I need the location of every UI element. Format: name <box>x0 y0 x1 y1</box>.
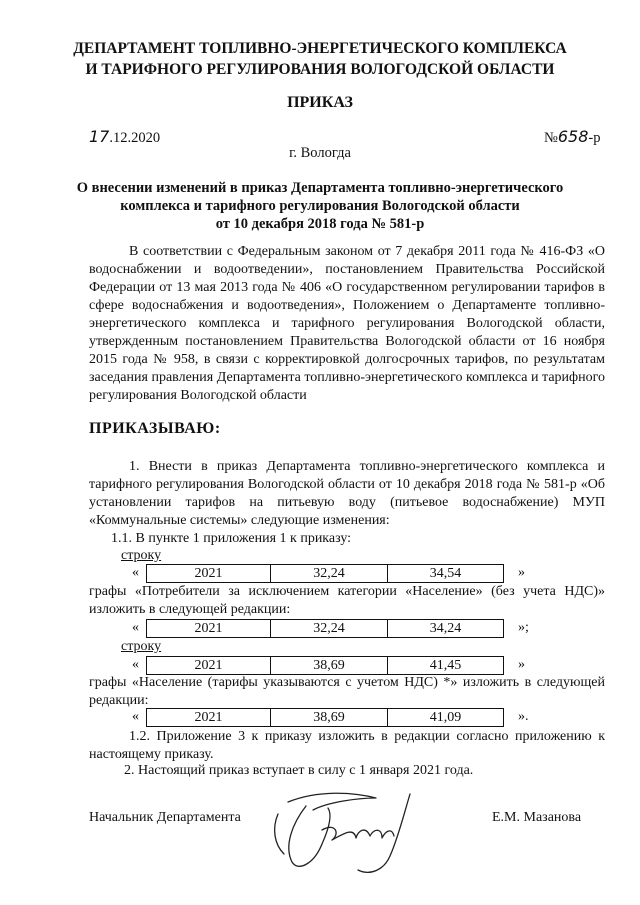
department-header <box>0 38 640 80</box>
signature-stroke-top <box>288 793 376 810</box>
tariff-row-1-close: » <box>518 565 525 580</box>
signature-name: Е.М. Мазанова <box>492 810 582 825</box>
signature-stroke-loop <box>289 806 330 866</box>
order-subject-line1: О внесении изменений в приказ Департамента топливно-энергетического <box>76 180 564 196</box>
tariff-row-3-open: « <box>132 657 139 672</box>
tariff-row-4-a: 38,69 <box>270 709 387 726</box>
signature-image <box>258 784 453 882</box>
signature-position: Начальник Департамента <box>89 810 241 825</box>
tariff-row-4-close: ». <box>518 709 529 724</box>
grafy-text-1: графы «Потребители за исключением категории «Население» (без учета НДС)» изложить в следующей редакции: <box>89 584 605 617</box>
signature-stroke-tail <box>358 794 410 872</box>
order-date-rest: .12.2020 <box>109 130 161 146</box>
tariff-row-4-cells <box>146 708 504 727</box>
tariff-row-2 <box>132 619 529 637</box>
department-header-line2: И ТАРИФНОГО РЕГУЛИРОВАНИЯ ВОЛОГОДСКОЙ ОБЛАСТИ <box>85 61 555 78</box>
order-number-value: 658 <box>557 127 589 146</box>
order-subject <box>0 179 640 233</box>
tariff-row-2-open: « <box>132 620 139 635</box>
tariff-row-1 <box>132 564 525 582</box>
signature-stroke-flourish <box>275 814 284 854</box>
stroku-label-2: строку <box>121 639 162 654</box>
tariff-row-3-year: 2021 <box>194 657 223 673</box>
tariff-row-3-b: 41,45 <box>387 657 503 674</box>
tariff-row-4-open: « <box>132 709 139 724</box>
order-subject-line3: от 10 декабря 2018 года № 581-р <box>215 216 425 232</box>
stroku-label-1: строку <box>121 548 162 563</box>
tariff-row-2-cells <box>146 619 504 638</box>
item-1-1-text: 1.1. В пункте 1 приложения 1 к приказу: <box>111 531 352 546</box>
tariff-row-4-b: 41,09 <box>387 709 503 726</box>
tariff-row-2-a: 32,24 <box>270 620 387 637</box>
tariff-row-3 <box>132 656 525 674</box>
tariff-row-1-b: 34,54 <box>387 565 503 582</box>
tariff-row-2-close: »; <box>518 620 529 635</box>
order-word: ПРИКАЗЫВАЮ: <box>89 420 221 437</box>
order-subject-line2: комплекса и тарифного регулирования Вологодской области <box>120 198 520 214</box>
item-2-text: 2. Настоящий приказ вступает в силу с 1 января 2021 года. <box>124 763 474 778</box>
tariff-row-4 <box>132 708 529 726</box>
tariff-row-1-year: 2021 <box>194 565 223 581</box>
grafy-text-2: графы «Население (тарифы указываются с учетом НДС) *» изложить в следующей редакции: <box>89 675 605 708</box>
tariff-row-1-a: 32,24 <box>270 565 387 582</box>
tariff-row-3-a: 38,69 <box>270 657 387 674</box>
tariff-row-3-cells <box>146 656 504 675</box>
order-number-prefix: № <box>544 130 558 146</box>
tariff-row-1-cells <box>146 564 504 583</box>
city: г. Вологда <box>289 145 351 161</box>
department-header-line1: ДЕПАРТАМЕНТ ТОПЛИВНО-ЭНЕРГЕТИЧЕСКОГО КОМПЛЕКСА <box>73 40 567 57</box>
order-date-day: 17 <box>89 127 110 146</box>
tariff-row-1-open: « <box>132 565 139 580</box>
tariff-row-2-year: 2021 <box>194 620 223 636</box>
doc-type-title: ПРИКАЗ <box>287 94 353 111</box>
item-1-paragraph: 1. Внести в приказ Департамента топливно-энергетического комплекса и тарифного регулирования Вологодской области от 10 декабря 2018 года № 581-р «Об установлении тарифов на питьевую воду (питьевое водоснабжение) МУП «Коммунальные системы» следующие изменения: <box>89 459 605 528</box>
signature-stroke-letters <box>322 827 394 840</box>
item-1-2-paragraph: 1.2. Приложение 3 к приказу изложить в редакции согласно приложению к настоящему приказу. <box>89 729 605 762</box>
order-number <box>544 127 600 147</box>
tariff-row-4-year: 2021 <box>194 709 223 725</box>
order-number-suffix: -р <box>588 130 601 146</box>
preamble-paragraph: В соответствии с Федеральным законом от 7 декабря 2011 года № 416-ФЗ «О водоснабжении и водоотведении», постановлением Правительства Российской Федерации от 13 мая 2013 года № 406 «О государственном регулировании тарифов в сфере водоснабжения и водоотведения», Положением о Департаменте топливно-энергетического комплекса и тарифного регулирования Вологодской области, утвержденным постановлением Правительства Вологодской области от 16 ноября 2015 года № 958, в связи с корректировкой долгосрочных тарифов, по результатам заседания правления Департамента топливно-энергетического комплекса и тарифного регулирования Вологодской области <box>89 244 605 403</box>
tariff-row-2-b: 34,24 <box>387 620 503 637</box>
tariff-row-3-close: » <box>518 657 525 672</box>
order-date <box>89 127 160 147</box>
